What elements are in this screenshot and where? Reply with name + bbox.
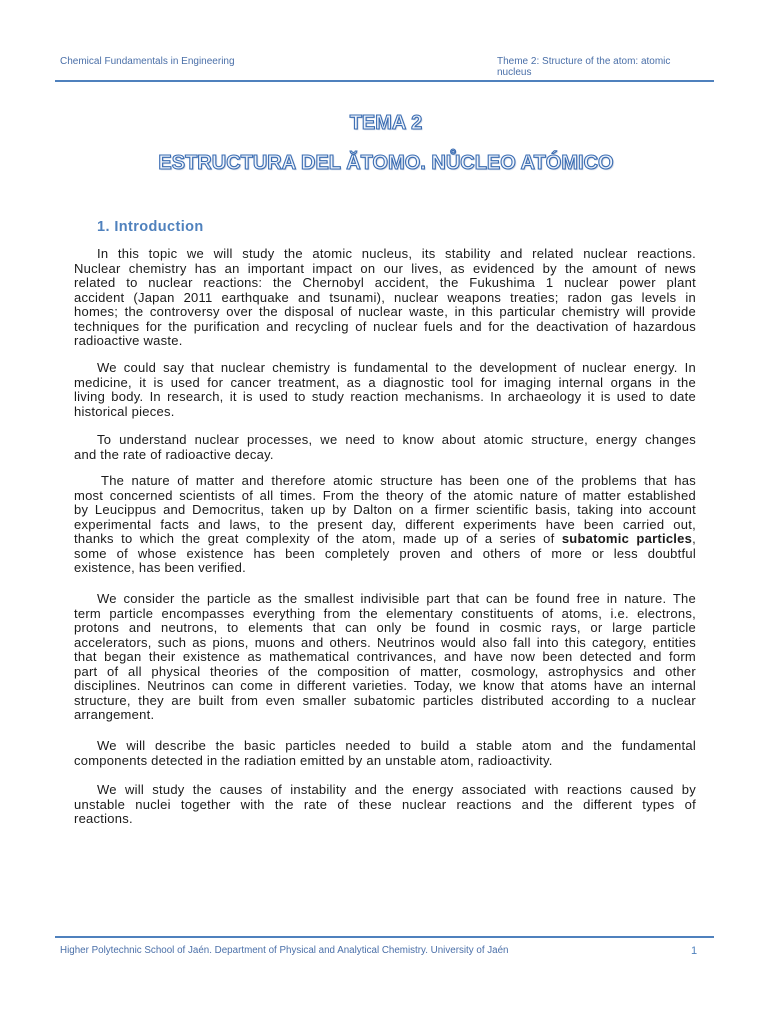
paragraph-line: by Leucippus and Democritus, taken up by Dalton on a firmer scientific basis, taking into account <box>74 502 696 517</box>
paragraph-line: medicine, it is used for cancer treatment, as a diagnostic tool for imaging internal organs in the <box>74 374 696 390</box>
header-course-title: Chemical Fundamentals in Engineering <box>60 56 235 67</box>
paragraph-line: To understand nuclear processes, we need to know about atomic structure, energy changes <box>97 432 696 447</box>
paragraph-line: We could say that nuclear chemistry is fundamental to the development of nuclear energy. In <box>97 360 696 375</box>
paragraph-line: We consider the particle as the smallest indivisible part that can be found free in nature. The <box>97 591 696 606</box>
paragraph <box>74 361 696 419</box>
emphasized-term: subatomic particles <box>561 531 693 546</box>
paragraph <box>74 739 696 768</box>
paragraph-line: We will study the causes of instability and the energy associated with reactions caused by <box>97 782 696 797</box>
document-title: TEMA 2 <box>349 112 423 134</box>
document-subtitle: ESTRUCTURA DEL ĂTOMO. NŮCLEO ATÓMICO <box>158 152 614 174</box>
paragraph-line: Nuclear chemistry has an important impact on our lives, as evidenced by the amount of news <box>74 260 696 276</box>
paragraph-line: part of all physical theories of the composition of matter, cosmology, astrophysics and other <box>74 663 696 679</box>
paragraph-line: protons and neutrons, to elements that can only be found in cosmic rays, or large particle <box>74 620 696 635</box>
paragraph-line: accelerators, such as pions, muons and others. Neutrinos would also fall into this category, entities <box>74 634 696 650</box>
paragraph-line: radioactive waste. <box>74 333 183 348</box>
section-heading: 1. Introduction <box>97 219 204 235</box>
paragraph-line: related to nuclear reactions: the Chernobyl accident, the Fukushima 1 nuclear power plant <box>74 275 696 290</box>
footer-divider <box>55 936 714 938</box>
paragraph-line: that began their existence as mathematical contrivances, and have now been detected and form <box>74 649 696 664</box>
paragraph-line: living body. In research, it is used to study reaction mechanisms. In archaeology it is used to date <box>74 389 696 404</box>
paragraph-line: term particle encompasses everything from the elementary constituents of atoms, i.e. electrons, <box>74 605 696 621</box>
paragraph <box>74 783 696 827</box>
paragraph-text: , <box>692 531 696 546</box>
paragraph-line: techniques for the purification and recycling of nuclear fuels and for the deactivation of hazardous <box>74 318 696 334</box>
paragraph-line: arrangement. <box>74 707 155 722</box>
paragraph-line: some of whose existence has been completely proven and others of more or less doubtful <box>74 545 696 561</box>
paragraph <box>74 247 696 349</box>
paragraph-text: thanks to which the great complexity of the atom, made up of a series of <box>74 531 562 546</box>
header-theme-title: Theme 2: Structure of the atom: atomic nucleus <box>497 56 671 78</box>
paragraph-line: structure, they are built from even smaller subatomic particles distributed according to a nuclear <box>74 692 696 708</box>
paragraph-line: and the rate of radioactive decay. <box>74 446 274 462</box>
paragraph-line: homes; the controversy over the disposal of nuclear waste, in this particular chemistry will provide <box>74 304 696 319</box>
paragraph <box>74 433 696 462</box>
header-divider <box>55 80 714 82</box>
page-number: 1 <box>691 945 698 957</box>
paragraph-line: unstable nuclei together with the rate of these nuclear reactions and the different types of <box>74 796 696 812</box>
paragraph-line: experimental facts and laws, to the present day, different experiments have been carried out, <box>74 516 696 532</box>
paragraph-line <box>74 532 696 547</box>
paragraph <box>74 592 696 723</box>
paragraph-line: most concerned scientists of all times. From the theory of the atomic nature of matter established <box>74 487 696 503</box>
paragraph-line: disciplines. Neutrinos can come in different varieties. Today, we know that atoms have an internal <box>74 678 696 693</box>
paragraph <box>74 474 696 576</box>
footer-institution: Higher Polytechnic School of Jaén. Department of Physical and Analytical Chemistry. University of Jaén <box>60 945 509 956</box>
paragraph-line: We will describe the basic particles needed to build a stable atom and the fundamental <box>97 738 696 753</box>
paragraph-line: accident (Japan 2011 earthquake and tsunami), nuclear weapons treaties; radon gas levels in <box>74 289 696 305</box>
paragraph-line: The nature of matter and therefore atomic structure has been one of the problems that has <box>101 473 696 488</box>
paragraph-line: components detected in the radiation emitted by an unstable atom, radioactivity. <box>74 752 553 768</box>
paragraph-line: reactions. <box>74 811 133 826</box>
paragraph-line: In this topic we will study the atomic nucleus, its stability and related nuclear reactions. <box>97 246 696 261</box>
paragraph-line: historical pieces. <box>74 403 175 419</box>
paragraph-line: existence, has been verified. <box>74 560 247 575</box>
